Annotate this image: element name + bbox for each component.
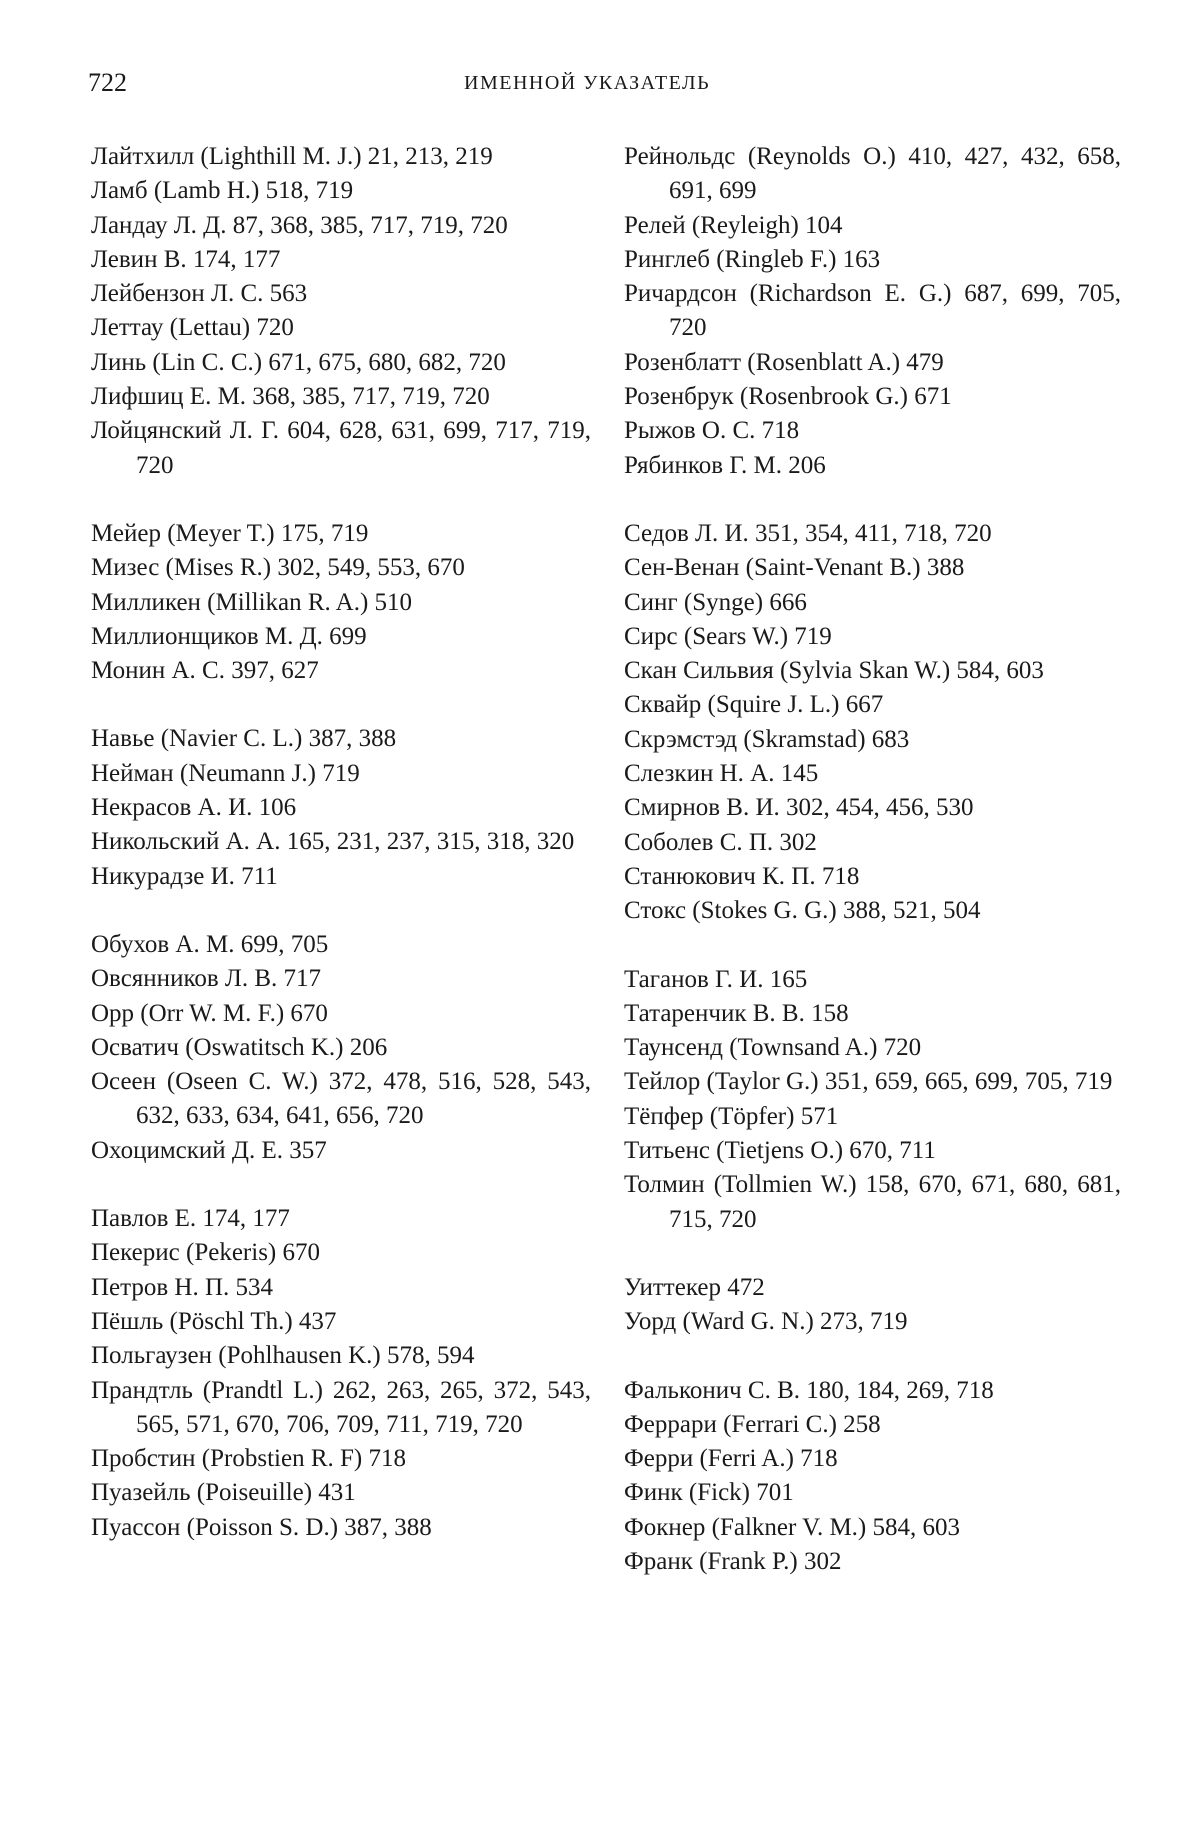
index-entry: Пуассон (Poisson S. D.) 387, 388 (91, 1513, 432, 1541)
index-entry: Польгаузен (Pohlhausen K.) 578, 594 (91, 1342, 475, 1370)
index-entry: Прандтль (Prandtl L.) 262, 263, 265, 372, 543, 565, 571, 670, 706, 709, 711, 719, 720 (91, 1376, 591, 1438)
index-entry: Монин А. С. 397, 627 (91, 657, 319, 685)
index-column-left (91, 140, 591, 1545)
index-entry: Нейман (Neumann J.) 719 (91, 759, 360, 787)
index-entry: Рябинков Г. М. 206 (624, 451, 826, 479)
index-entry: Мизес (Mises R.) 302, 549, 553, 670 (91, 554, 465, 582)
index-entry: Пекерис (Pekeris) 670 (91, 1239, 320, 1267)
index-entry: Никольский А. А. 165, 231, 237, 315, 318, 320 (91, 828, 575, 856)
index-entry: Тейлор (Taylor G.) 351, 659, 665, 699, 705, 719 (624, 1068, 1113, 1096)
index-entry: Некрасов А. И. 106 (91, 794, 297, 822)
index-entry: Уиттекер 472 (624, 1273, 765, 1301)
index-entry: Франк (Frank P.) 302 (624, 1547, 842, 1575)
index-entry: Релей (Reyleigh) 104 (624, 211, 843, 239)
index-letter-group (91, 722, 591, 893)
index-entry: Ландау Л. Д. 87, 368, 385, 717, 719, 720 (91, 211, 508, 239)
index-entry: Соболев С. П. 302 (624, 828, 817, 856)
index-letter-group (91, 140, 591, 483)
index-entry: Милликен (Millikan R. A.) 510 (91, 588, 413, 616)
index-entry: Ламб (Lamb H.) 518, 719 (91, 177, 354, 205)
index-entry: Уорд (Ward G. N.) 273, 719 (624, 1308, 908, 1336)
index-entry: Татаренчик В. В. 158 (624, 999, 849, 1027)
index-entry: Леттау (Lettau) 720 (91, 314, 294, 342)
index-entry: Ферри (Ferri A.) 718 (624, 1445, 838, 1473)
index-entry: Фокнер (Falkner V. M.) 584, 603 (624, 1513, 960, 1541)
index-entry: Стокс (Stokes G. G.) 388, 521, 504 (624, 897, 981, 925)
index-entry: Линь (Lin C. C.) 671, 675, 680, 682, 720 (91, 348, 506, 376)
index-entry: Сирс (Sears W.) 719 (624, 622, 832, 650)
index-entry: Орр (Orr W. M. F.) 670 (91, 999, 328, 1027)
running-head: ИМЕННОЙ УКАЗАТЕЛЬ (464, 72, 711, 94)
index-entry: Рейнольдс (Reynolds O.) 410, 427, 432, 658, 691, 699 (624, 143, 1121, 205)
index-letter-group (624, 517, 1121, 929)
index-entry: Розенблатт (Rosenblatt A.) 479 (624, 348, 944, 376)
index-entry: Никурадзе И. 711 (91, 862, 278, 890)
index-entry: Лейбензон Л. С. 563 (91, 280, 308, 308)
index-entry: Ринглеб (Ringleb F.) 163 (624, 245, 881, 273)
index-entry: Станюкович К. П. 718 (624, 862, 860, 890)
index-entry: Слезкин Н. А. 145 (624, 760, 819, 788)
index-entry: Осеен (Oseen C. W.) 372, 478, 516, 528, 543, 632, 633, 634, 641, 656, 720 (91, 1068, 591, 1130)
index-entry: Розенбрук (Rosenbrook G.) 671 (624, 383, 952, 411)
index-entry: Левин В. 174, 177 (91, 245, 281, 273)
index-entry: Таунсенд (Townsand A.) 720 (624, 1034, 922, 1062)
index-entry: Финк (Fick) 701 (624, 1479, 794, 1507)
index-entry: Осватич (Oswatitsch K.) 206 (91, 1033, 388, 1061)
index-entry: Смирнов В. И. 302, 454, 456, 530 (624, 794, 974, 822)
index-letter-group (624, 140, 1121, 483)
index-letter-group (91, 517, 591, 688)
index-entry: Пёшль (Pöschl Th.) 437 (91, 1307, 337, 1335)
index-letter-group (624, 1374, 1121, 1580)
index-entry: Седов Л. И. 351, 354, 411, 718, 720 (624, 519, 992, 547)
index-entry: Мейер (Meyer T.) 175, 719 (91, 519, 369, 547)
index-entry: Титьенс (Tietjens O.) 670, 711 (624, 1137, 936, 1165)
index-entry: Скрэмстэд (Skramstad) 683 (624, 725, 910, 753)
index-entry: Толмин (Tollmien W.) 158, 670, 671, 680, 681, 715, 720 (624, 1171, 1121, 1233)
index-entry: Таганов Г. И. 165 (624, 965, 808, 993)
index-letter-group (624, 963, 1121, 1237)
index-entry: Скан Сильвия (Sylvia Skan W.) 584, 603 (624, 657, 1044, 685)
index-column-right (624, 140, 1121, 1579)
index-entry: Лайтхилл (Lighthill M. J.) 21, 213, 219 (91, 143, 493, 170)
index-entry: Овсянников Л. В. 717 (91, 965, 322, 993)
index-entry: Охоцимский Д. Е. 357 (91, 1136, 327, 1164)
index-entry: Тёпфер (Töpfer) 571 (624, 1102, 839, 1130)
index-entry: Лойцянский Л. Г. 604, 628, 631, 699, 717, 719, 720 (91, 417, 591, 479)
index-letter-group (91, 1202, 591, 1545)
index-entry: Ричардсон (Richardson E. G.) 687, 699, 705, 720 (624, 280, 1121, 342)
index-entry: Пуазейль (Poiseuille) 431 (91, 1479, 356, 1507)
index-letter-group (91, 928, 591, 1168)
index-entry: Лифшиц Е. М. 368, 385, 717, 719, 720 (91, 383, 490, 411)
index-entry: Навье (Navier C. L.) 387, 388 (91, 725, 397, 753)
index-entry: Пробстин (Probstien R. F) 718 (91, 1445, 406, 1473)
index-entry: Рыжов О. С. 718 (624, 417, 800, 445)
index-entry: Сен-Венан (Saint-Venant B.) 388 (624, 554, 965, 582)
index-entry: Павлов Е. 174, 177 (91, 1205, 290, 1233)
page-number: 722 (88, 68, 127, 97)
index-entry: Миллионщиков М. Д. 699 (91, 622, 367, 650)
index-entry: Фальконич С. В. 180, 184, 269, 718 (624, 1376, 994, 1404)
index-entry: Феррари (Ferrari C.) 258 (624, 1410, 881, 1438)
index-entry: Петров Н. П. 534 (91, 1273, 274, 1301)
index-entry: Сквайр (Squire J. L.) 667 (624, 691, 884, 719)
index-entry: Синг (Synge) 666 (624, 588, 807, 616)
index-entry: Обухов А. М. 699, 705 (91, 930, 329, 958)
index-letter-group (624, 1271, 1121, 1340)
